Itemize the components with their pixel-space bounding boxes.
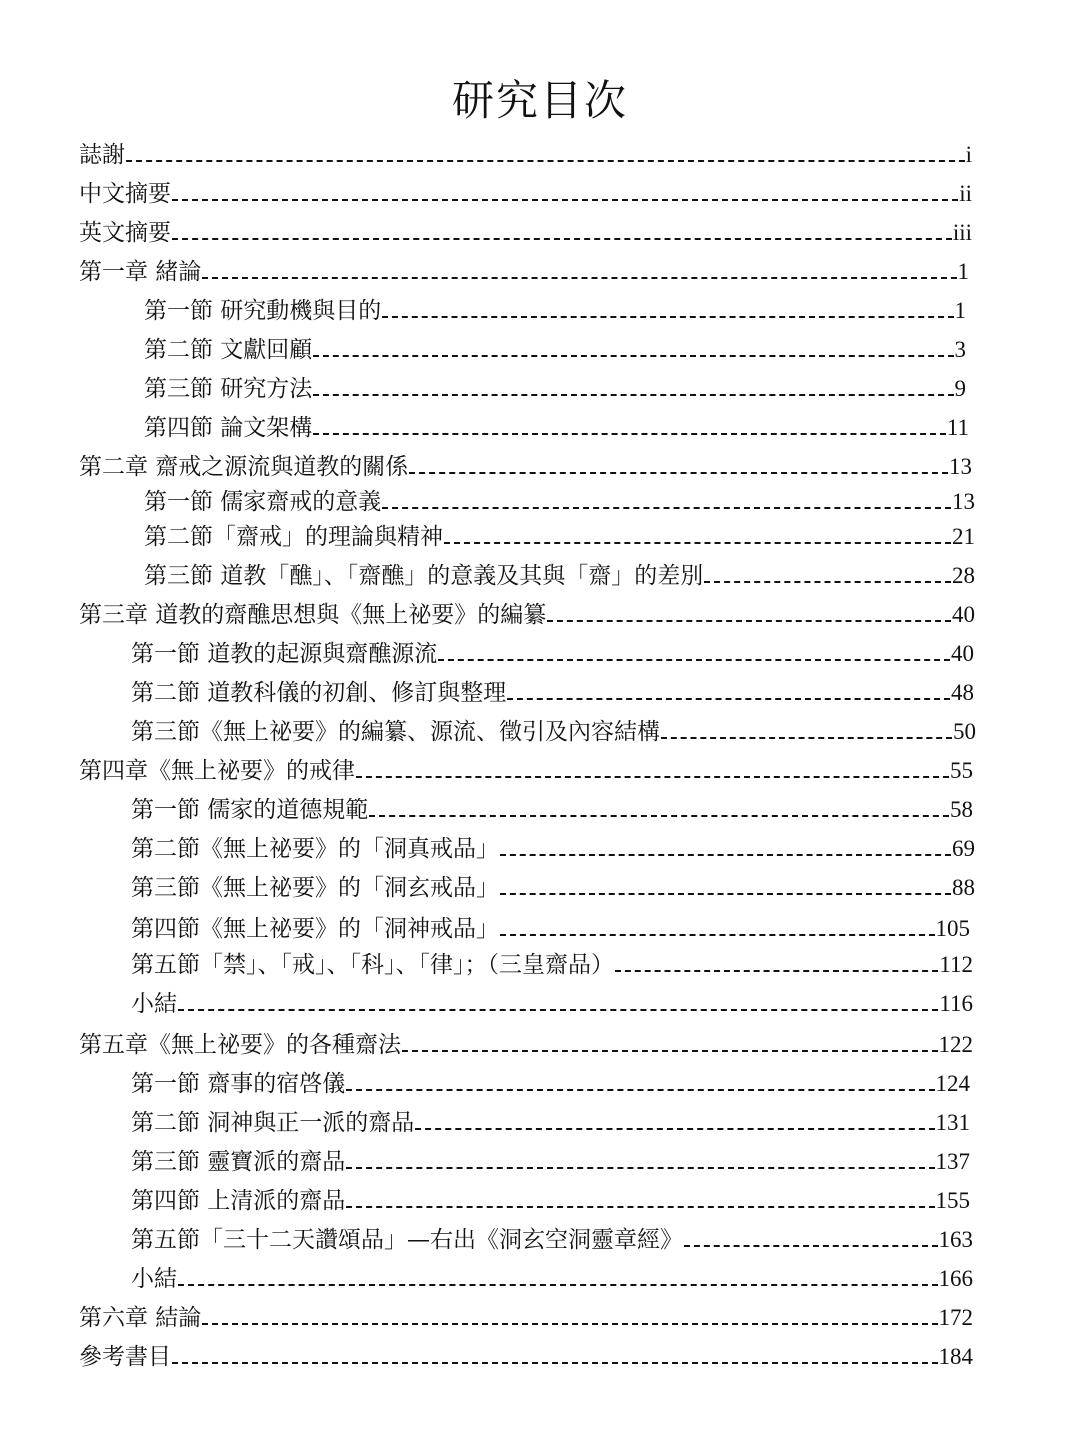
toc-entry-label: 第二節 文獻回顧 bbox=[144, 337, 313, 363]
toc-dot-leader bbox=[346, 1206, 934, 1208]
toc-page-number: 58 bbox=[950, 797, 973, 822]
toc-entry-label: 第三節《無上祕要》的「洞玄戒品」 bbox=[131, 875, 499, 901]
toc-page-number: 1 bbox=[954, 298, 966, 323]
toc-dot-leader bbox=[178, 1009, 938, 1011]
toc-dot-leader bbox=[438, 659, 950, 661]
toc-dot-leader bbox=[356, 776, 949, 778]
toc-entry-label: 第三章 道教的齋醮思想與《無上祕要》的編纂 bbox=[79, 602, 547, 628]
toc-page-number: 21 bbox=[952, 524, 975, 549]
toc-page-number: 172 bbox=[938, 1305, 973, 1330]
toc-entry-label: 第三節 靈寶派的齋品 bbox=[131, 1149, 346, 1175]
toc-dot-leader bbox=[382, 316, 953, 318]
toc-dot-leader bbox=[547, 620, 951, 622]
toc-page-number: 9 bbox=[954, 376, 966, 401]
toc-entry bbox=[79, 1026, 973, 1060]
toc-entry bbox=[144, 370, 966, 404]
toc-dot-leader bbox=[369, 815, 949, 817]
toc-dot-leader bbox=[500, 893, 951, 895]
toc-dot-leader bbox=[202, 277, 956, 279]
toc-dot-leader bbox=[615, 970, 938, 972]
toc-dot-leader bbox=[704, 581, 951, 583]
toc-entry-label: 第三節《無上祕要》的編纂、源流、徵引及內容結構 bbox=[131, 719, 660, 745]
toc-page-number: 1 bbox=[957, 259, 969, 284]
toc-entry bbox=[144, 292, 966, 326]
toc-entry bbox=[131, 1065, 970, 1099]
toc-entry-label: 第四節 論文架構 bbox=[144, 415, 313, 441]
toc-entry bbox=[79, 136, 972, 170]
toc-page-number: 28 bbox=[952, 563, 975, 588]
toc-dot-leader bbox=[178, 1284, 938, 1286]
toc-entry-label: 第三節 研究方法 bbox=[144, 376, 313, 402]
toc-page-number: 69 bbox=[952, 836, 975, 861]
toc-entry bbox=[131, 635, 974, 669]
toc-entry bbox=[131, 946, 973, 980]
toc-entry bbox=[131, 674, 974, 708]
toc-page-number: iii bbox=[952, 220, 972, 245]
toc-dot-leader bbox=[500, 934, 935, 936]
toc-page-number: 13 bbox=[949, 454, 972, 479]
toc-entry bbox=[131, 791, 973, 825]
toc-entry bbox=[131, 1260, 973, 1294]
toc-dot-leader bbox=[346, 1167, 934, 1169]
toc-entry bbox=[131, 1221, 973, 1255]
toc-entry-label: 英文摘要 bbox=[79, 220, 171, 246]
toc-page-number: 166 bbox=[938, 1266, 973, 1291]
toc-entry-label: 第一節 儒家的道德規範 bbox=[131, 797, 369, 823]
toc-entry bbox=[79, 1338, 973, 1372]
toc-entry bbox=[79, 752, 973, 786]
toc-dot-leader bbox=[661, 737, 952, 739]
page-title: 研究目次 bbox=[451, 76, 628, 125]
toc-entry-label: 第一節 齋事的宿啓儀 bbox=[131, 1071, 346, 1097]
toc-dot-leader bbox=[500, 854, 951, 856]
toc-entry-label: 第一節 儒家齋戒的意義 bbox=[144, 489, 382, 515]
toc-entry-label: 第四節《無上祕要》的「洞神戒品」 bbox=[131, 916, 499, 942]
toc-entry bbox=[131, 1143, 970, 1177]
toc-dot-leader bbox=[684, 1245, 938, 1247]
toc-entry-label: 小結 bbox=[131, 1266, 177, 1292]
toc-entry bbox=[131, 869, 975, 903]
toc-entry-label: 第一節 研究動機與目的 bbox=[144, 298, 382, 324]
toc-entry-label: 參考書目 bbox=[79, 1344, 171, 1370]
toc-dot-leader bbox=[507, 698, 950, 700]
toc-entry bbox=[131, 1104, 970, 1138]
toc-dot-leader bbox=[409, 472, 948, 474]
toc-page-number: 124 bbox=[935, 1071, 970, 1096]
toc-page-number: 55 bbox=[950, 758, 973, 783]
toc-entry bbox=[131, 713, 976, 747]
toc-page-number: 137 bbox=[935, 1149, 970, 1174]
toc-page-number: 13 bbox=[952, 489, 975, 514]
toc-dot-leader bbox=[415, 1128, 934, 1130]
toc-entry bbox=[131, 830, 975, 864]
toc-dot-leader bbox=[126, 160, 965, 162]
toc-page-number: 50 bbox=[953, 719, 976, 744]
toc-page-number: 11 bbox=[946, 415, 969, 440]
toc-entry-label: 第五章《無上祕要》的各種齋法 bbox=[79, 1032, 401, 1058]
toc-entry bbox=[79, 596, 975, 630]
toc-entry bbox=[144, 409, 969, 443]
toc-entry bbox=[144, 557, 975, 591]
toc-entry bbox=[79, 175, 972, 209]
toc-entry-label: 第二節《無上祕要》的「洞真戒品」 bbox=[131, 836, 499, 862]
toc-page-number: 112 bbox=[939, 952, 973, 977]
toc-entry-label: 第一節 道教的起源與齋醮源流 bbox=[131, 641, 438, 667]
toc-page-number: 122 bbox=[938, 1032, 973, 1057]
toc-dot-leader bbox=[313, 355, 953, 357]
toc-entry bbox=[144, 518, 975, 552]
toc-entry-label: 第四章《無上祕要》的戒律 bbox=[79, 758, 355, 784]
toc-page-number: 88 bbox=[952, 875, 975, 900]
toc-dot-leader bbox=[313, 433, 946, 435]
toc-entry-label: 第二節「齋戒」的理論與精神 bbox=[144, 524, 443, 550]
toc-page-number: 184 bbox=[938, 1344, 973, 1369]
toc-entry bbox=[131, 1182, 970, 1216]
toc-entry-label: 第三節 道教「醮」、「齋醮」的意義及其與「齋」的差別 bbox=[144, 563, 704, 589]
toc-page-number: 163 bbox=[938, 1227, 973, 1252]
toc-entry-label: 誌謝 bbox=[79, 142, 125, 168]
toc-entry-label: 第六章 結論 bbox=[79, 1305, 202, 1331]
toc-entry bbox=[144, 331, 966, 365]
toc-dot-leader bbox=[172, 199, 958, 201]
toc-page-number: 116 bbox=[939, 991, 973, 1016]
toc-entry-label: 第二章 齋戒之源流與道教的關係 bbox=[79, 454, 409, 480]
toc-entry-label: 小結 bbox=[131, 991, 177, 1017]
toc-page-number: 155 bbox=[935, 1188, 970, 1213]
toc-entry-label: 第四節 上清派的齋品 bbox=[131, 1188, 346, 1214]
toc-page-number: 40 bbox=[951, 641, 974, 666]
toc-entry bbox=[144, 483, 975, 517]
toc-page-number: 40 bbox=[952, 602, 975, 627]
toc-entry-label: 第二節 道教科儀的初創、修訂與整理 bbox=[131, 680, 507, 706]
toc-entry-label: 第二節 洞神與正一派的齋品 bbox=[131, 1110, 415, 1136]
toc-page-number: i bbox=[965, 142, 972, 167]
toc-dot-leader bbox=[346, 1089, 934, 1091]
toc-dot-leader bbox=[444, 542, 951, 544]
toc-entry-label: 中文摘要 bbox=[79, 181, 171, 207]
toc-page-number: 131 bbox=[935, 1110, 970, 1135]
toc-page-number: ii bbox=[959, 181, 972, 206]
toc-entry bbox=[79, 214, 972, 248]
toc-dot-leader bbox=[382, 507, 951, 509]
toc-entry-label: 第一章 緒論 bbox=[79, 259, 202, 285]
toc-dot-leader bbox=[313, 394, 953, 396]
toc-entry bbox=[79, 1299, 973, 1333]
toc-entry bbox=[131, 910, 970, 944]
toc-dot-leader bbox=[202, 1323, 937, 1325]
toc-dot-leader bbox=[402, 1050, 938, 1052]
toc-entry bbox=[79, 448, 972, 482]
toc-entry bbox=[79, 253, 969, 287]
toc-dot-leader bbox=[172, 1362, 938, 1364]
toc-page-number: 3 bbox=[954, 337, 966, 362]
toc-entry bbox=[131, 985, 973, 1019]
toc-entry-label: 第五節「三十二天讚頌品」—右出《洞玄空洞靈章經》 bbox=[131, 1227, 683, 1253]
toc-dot-leader bbox=[172, 238, 952, 240]
toc-page-number: 48 bbox=[951, 680, 974, 705]
toc-page-number: 105 bbox=[935, 916, 970, 941]
toc-entry-label: 第五節「禁」、「戒」、「科」、「律」；（三皇齋品） bbox=[131, 952, 614, 978]
